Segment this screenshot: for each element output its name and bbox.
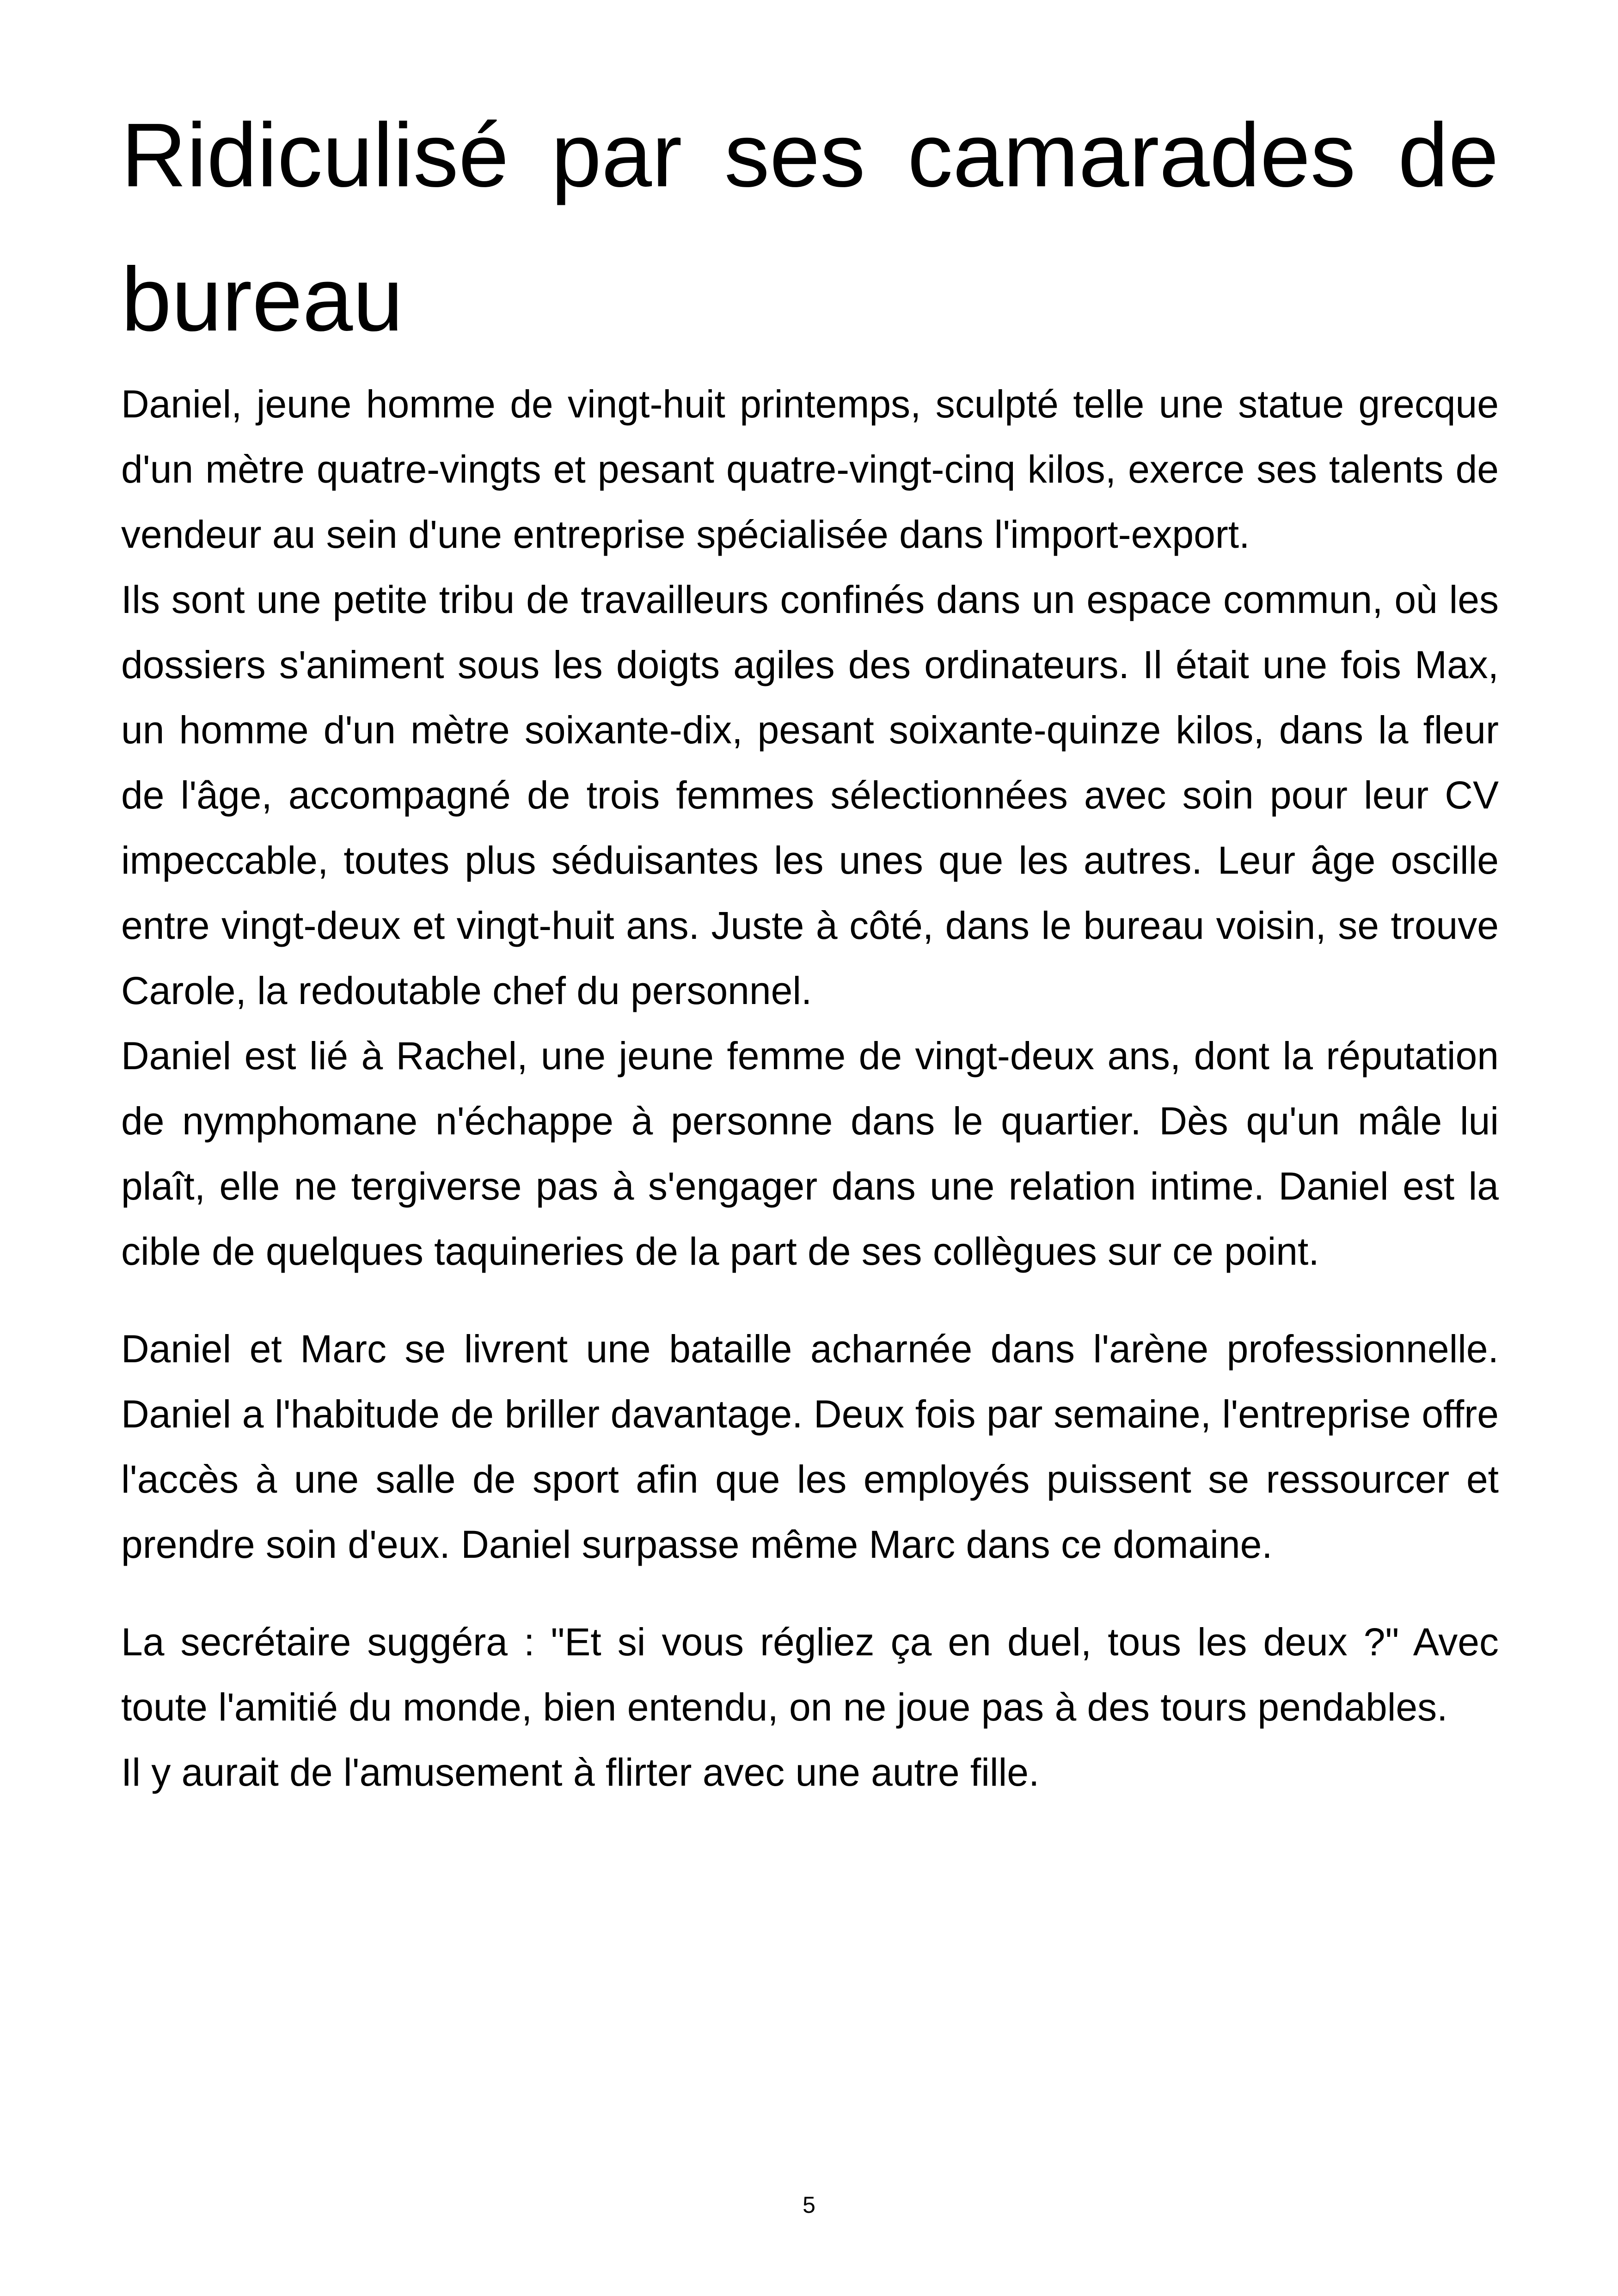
paragraph-2: Ils sont une petite tribu de travailleurs confinés dans un espace commun, où les dossiers s'animent sous les doigts agiles des ordinateurs. Il était une fois Max, un homme d'un mètre soixante-dix, pesant soixante-quinze kilos, dans la fleur de l'âge, accompagné de trois femmes sélectionnées avec soin pour leur CV impeccable, toutes plus séduisantes les unes que les autres. Leur âge oscille entre vingt-deux et vingt-huit ans. Juste à côté, dans le bureau voisin, se trouve Carole, la redoutable chef du personnel. — [121, 578, 1499, 1012]
paragraph-4: Daniel et Marc se livrent une bataille acharnée dans l'arène professionnelle. Daniel a l'habitude de briller davantage. Deux fois par semaine, l'entreprise offre l'accès à une salle de sport afin que les employés puissent se ressourcer et prendre soin d'eux. Daniel surpasse même Marc dans ce domaine. — [121, 1327, 1499, 1566]
document-page — [121, 83, 1499, 2210]
paragraph-1: Daniel, jeune homme de vingt-huit printemps, sculpté telle une statue grecque d'un mètre quatre-vingts et pesant quatre-vingt-cinq kilos, exerce ses talents de vendeur au sein d'une entreprise spécialisée dans l'import-export. — [121, 382, 1499, 556]
paragraph-5: La secrétaire suggéra : "Et si vous régliez ça en duel, tous les deux ?" Avec toute l'amitié du monde, bien entendu, on ne joue pas à des tours pendables. — [121, 1620, 1499, 1729]
paragraph-3: Daniel est lié à Rachel, une jeune femme de vingt-deux ans, dont la réputation de nymphomane n'échappe à personne dans le quartier. Dès qu'un mâle lui plaît, elle ne tergiverse pas à s'engager dans une relation intime. Daniel est la cible de quelques taquineries de la part de ses collègues sur ce point. — [121, 1034, 1499, 1273]
chapter-title: Ridiculisé par ses camarades de bureau — [121, 104, 1499, 350]
paragraph-6: Il y aurait de l'amusement à flirter avec une autre fille. — [121, 1751, 1040, 1794]
chapter-body — [121, 372, 1499, 1805]
page-number: 5 — [803, 2192, 815, 2218]
